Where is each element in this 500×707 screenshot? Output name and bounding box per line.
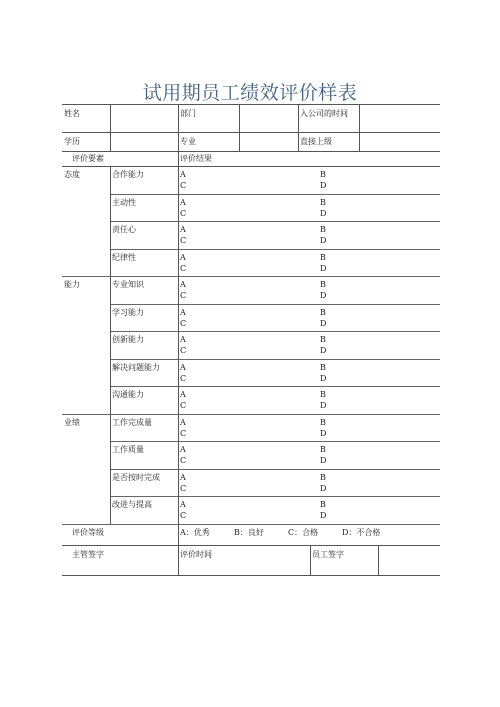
grade-b-option[interactable]: B bbox=[320, 472, 326, 482]
grade-a-option[interactable]: A bbox=[180, 417, 186, 427]
grade-c-option[interactable]: C bbox=[180, 428, 187, 438]
row-divider bbox=[62, 166, 440, 167]
result-column-divider bbox=[178, 276, 179, 414]
grade-legend-label: 评价等级 bbox=[72, 527, 104, 537]
criterion-divider bbox=[110, 359, 440, 360]
criterion-column-divider bbox=[110, 276, 111, 414]
category-label: 业绩 bbox=[64, 417, 80, 427]
table-bottom-border bbox=[62, 575, 440, 576]
grade-b-option[interactable]: B bbox=[320, 417, 326, 427]
supervisor-label-divider bbox=[298, 132, 299, 151]
grade-d-option[interactable]: D bbox=[320, 401, 327, 410]
grade-c-option[interactable]: C bbox=[180, 483, 187, 493]
criterion-divider bbox=[110, 496, 440, 497]
grade-c-option[interactable]: C bbox=[180, 263, 187, 273]
signature-divider-2 bbox=[310, 545, 311, 575]
grade-c-option[interactable]: C bbox=[180, 318, 187, 328]
grade-d-option[interactable]: D bbox=[320, 181, 327, 190]
evaluation-result-header: 评价结果 bbox=[180, 154, 212, 163]
criterion-label: 改进与提高 bbox=[112, 500, 152, 509]
criterion-label: 工作质量 bbox=[112, 445, 144, 454]
criterion-label: 是否按时完成 bbox=[112, 472, 160, 482]
grade-b-option[interactable]: B bbox=[320, 390, 326, 399]
major-value-divider bbox=[239, 132, 240, 151]
table-top-border bbox=[62, 104, 440, 105]
grade-b-legend: B：良好 bbox=[234, 527, 264, 537]
major-label-divider bbox=[178, 132, 179, 151]
grade-d-option[interactable]: D bbox=[320, 456, 327, 465]
join-date-value-divider bbox=[359, 104, 360, 132]
result-column-divider bbox=[178, 151, 179, 166]
criterion-divider bbox=[110, 221, 440, 222]
grade-b-option[interactable]: B bbox=[320, 280, 326, 289]
row-divider bbox=[62, 151, 440, 152]
category-label: 态度 bbox=[64, 170, 80, 179]
criterion-divider bbox=[110, 386, 440, 387]
grade-b-option[interactable]: B bbox=[320, 170, 326, 179]
row-divider bbox=[62, 545, 440, 546]
grade-b-option[interactable]: B bbox=[320, 252, 326, 262]
grade-b-option[interactable]: B bbox=[320, 362, 326, 372]
evaluation-element-header: 评价要素 bbox=[72, 154, 104, 163]
name-value-cell-divider bbox=[110, 104, 111, 132]
grade-a-option[interactable]: A bbox=[180, 225, 186, 234]
grade-c-option[interactable]: C bbox=[180, 181, 187, 190]
grade-row-divider bbox=[178, 524, 179, 545]
grade-d-option[interactable]: D bbox=[320, 483, 327, 493]
grade-a-option[interactable]: A bbox=[180, 445, 186, 454]
criterion-label: 专业知识 bbox=[112, 280, 144, 289]
grade-b-option[interactable]: B bbox=[320, 307, 326, 317]
grade-d-option[interactable]: D bbox=[320, 291, 327, 300]
grade-b-option[interactable]: B bbox=[320, 197, 326, 207]
category-divider bbox=[62, 414, 440, 415]
grade-d-option[interactable]: D bbox=[320, 318, 327, 328]
dept-label-divider bbox=[178, 104, 179, 132]
grade-c-option[interactable]: C bbox=[180, 236, 187, 245]
criterion-divider bbox=[110, 249, 440, 250]
grade-d-option[interactable]: D bbox=[320, 263, 327, 273]
grade-b-option[interactable]: B bbox=[320, 335, 326, 344]
criterion-label: 沟通能力 bbox=[112, 390, 144, 399]
education-value-divider bbox=[110, 132, 111, 151]
evaluation-form bbox=[62, 104, 440, 586]
grade-c-option[interactable]: C bbox=[180, 401, 187, 410]
department-label: 部门 bbox=[180, 109, 196, 118]
grade-a-option[interactable]: A bbox=[180, 335, 186, 344]
criterion-divider bbox=[110, 194, 440, 195]
criterion-divider bbox=[110, 441, 440, 442]
row-divider bbox=[62, 132, 440, 133]
grade-d-option[interactable]: D bbox=[320, 346, 327, 355]
dept-value-divider bbox=[239, 104, 240, 132]
supervisor-label: 直接上级 bbox=[300, 137, 332, 146]
grade-a-option[interactable]: A bbox=[180, 197, 186, 207]
join-date-label-divider bbox=[298, 104, 299, 132]
major-label: 专业 bbox=[180, 137, 196, 146]
grade-a-option[interactable]: A bbox=[180, 280, 186, 289]
grade-d-option[interactable]: D bbox=[320, 208, 327, 218]
criterion-label: 创新能力 bbox=[112, 335, 144, 344]
grade-c-option[interactable]: C bbox=[180, 456, 187, 465]
criterion-column-divider bbox=[110, 414, 111, 524]
grade-a-option[interactable]: A bbox=[180, 500, 186, 509]
criterion-label: 解决问题能力 bbox=[112, 362, 160, 372]
criterion-divider bbox=[110, 304, 440, 305]
grade-d-option[interactable]: D bbox=[320, 373, 327, 383]
grade-b-option[interactable]: B bbox=[320, 225, 326, 234]
grade-d-option[interactable]: D bbox=[320, 428, 327, 438]
grade-c-option[interactable]: C bbox=[180, 291, 187, 300]
grade-a-option[interactable]: A bbox=[180, 472, 186, 482]
criterion-label: 工作完成量 bbox=[112, 417, 152, 427]
evaluation-date-label: 评价时间 bbox=[180, 549, 212, 559]
join-date-label: 入公司的时间 bbox=[300, 109, 348, 118]
category-label: 能力 bbox=[64, 280, 80, 289]
employee-signature-label: 员工签字 bbox=[312, 549, 344, 559]
criterion-label: 纪律性 bbox=[112, 252, 136, 262]
name-label: 姓名 bbox=[64, 109, 80, 118]
criterion-label: 合作能力 bbox=[112, 170, 144, 179]
grade-c-option[interactable]: C bbox=[180, 208, 187, 218]
form-title: 试用期员工绩效评价样表 bbox=[142, 82, 358, 104]
grade-d-option[interactable]: D bbox=[320, 511, 327, 520]
criterion-label: 责任心 bbox=[112, 225, 136, 234]
grade-d-option[interactable]: D bbox=[320, 236, 327, 245]
grade-a-legend: A：优秀 bbox=[180, 527, 210, 537]
grade-a-option[interactable]: A bbox=[180, 307, 186, 317]
grade-d-legend: D：不合格 bbox=[342, 527, 381, 537]
criterion-column-divider bbox=[110, 166, 111, 276]
result-column-divider bbox=[178, 414, 179, 524]
education-label: 学历 bbox=[64, 137, 80, 146]
grade-b-option[interactable]: B bbox=[320, 500, 326, 509]
signature-divider-3 bbox=[378, 545, 379, 575]
grade-c-option[interactable]: C bbox=[180, 511, 187, 520]
grade-a-option[interactable]: A bbox=[180, 170, 186, 179]
grade-c-option[interactable]: C bbox=[180, 346, 187, 355]
grade-b-option[interactable]: B bbox=[320, 445, 326, 454]
criterion-label: 主动性 bbox=[112, 197, 136, 207]
category-divider bbox=[62, 276, 440, 277]
category-divider bbox=[62, 524, 440, 525]
grade-c-option[interactable]: C bbox=[180, 373, 187, 383]
result-column-divider bbox=[178, 166, 179, 276]
criterion-divider bbox=[110, 331, 440, 332]
grade-a-option[interactable]: A bbox=[180, 390, 186, 399]
manager-signature-label: 主管签字 bbox=[72, 549, 104, 559]
criterion-label: 学习能力 bbox=[112, 307, 144, 317]
grade-a-option[interactable]: A bbox=[180, 252, 186, 262]
grade-a-option[interactable]: A bbox=[180, 362, 186, 372]
grade-c-legend: C：合格 bbox=[288, 527, 319, 537]
criterion-divider bbox=[110, 469, 440, 470]
supervisor-value-divider bbox=[359, 132, 360, 151]
signature-divider-1 bbox=[178, 545, 179, 575]
